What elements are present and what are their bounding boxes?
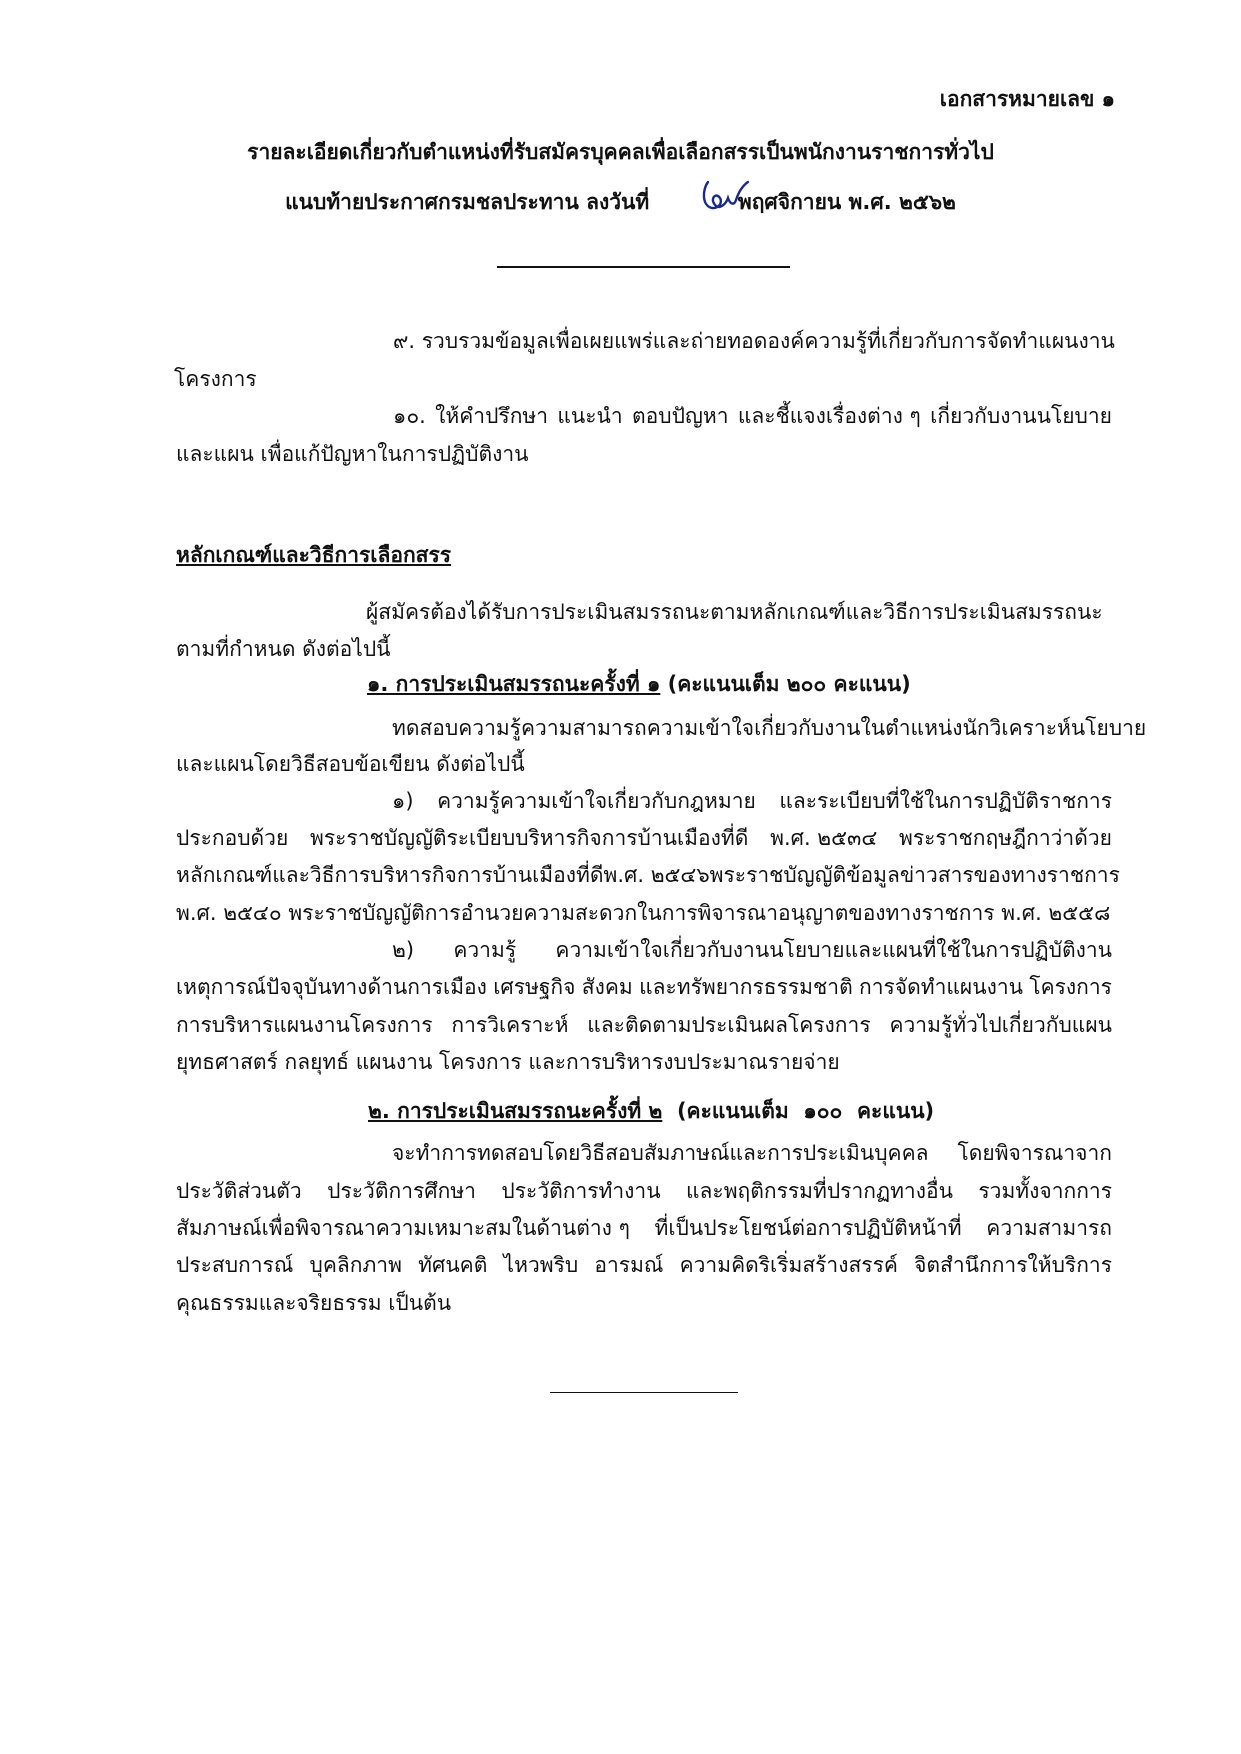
round2-heading-title: ๒. การประเมินสมรรถนะครั้งที่ ๒ [368,1099,663,1123]
duty-item-10-line2: และแผน เพื่อแก้ปัญหาในการปฏิบัติงาน [176,442,529,466]
subtitle-prefix: แนบท้ายประกาศกรมชลประทาน ลงวันที่ [285,190,650,214]
round1-sub2-line3: การบริหารแผนงานโครงการ การวิเคราะห์ และติดตามประเมินผลโครงการ ความรู้ทั่วไปเกี่ยวกับแผน [176,1013,1112,1037]
end-divider [550,1392,738,1393]
duty-item-9-line2: โครงการ [174,367,257,391]
round2-line5: คุณธรรมและจริยธรรม เป็นต้น [176,1291,452,1315]
round1-desc-line1: ทดสอบความรู้ ความสามารถ ความเข้าใจเกี่ยวกับงานในตำแหน่งนักวิเคราะห์นโยบาย [392,716,1147,740]
round2-line4: ประสบการณ์ บุคลิกภาพ ทัศนคติ ไหวพริบ อารมณ์ ความคิดริเริ่มสร้างสรรค์ จิตสำนึกการให้บริการ [176,1253,1112,1277]
round2-line3: สัมภาษณ์เพื่อพิจารณาความเหมาะสมในด้านต่าง ๆ ที่เป็นประโยชน์ต่อการปฏิบัติหน้าที่ ความสามารถ [176,1216,1112,1240]
document-number: เอกสารหมายเลข ๑ [939,87,1115,111]
criteria-intro-line2: ตามที่กำหนด ดังต่อไปนี้ [176,637,391,661]
duty-item-9-line1: ๙. รวบรวมข้อมูล เพื่อเผยแพร่และถ่ายทอดองค์ความรู้ที่เกี่ยวกับการจัดทำแผนงาน [393,329,1115,353]
round1-sub1-line3: หลักเกณฑ์และวิธีการบริหารกิจการบ้านเมืองที่ดี พ.ศ. ๒๕๔๖ พระราชบัญญัติข้อมูลข่าวสารของทางราชการ [176,863,1120,887]
round1-heading-title: ๑. การประเมินสมรรถนะครั้งที่ ๑ [367,672,661,696]
handwritten-day: ๒๘ [678,191,709,215]
round2-heading-score: (คะแนนเต็ม ๑๐๐ คะแนน) [662,1099,935,1123]
document-subtitle [0,187,1241,218]
title-divider [497,266,790,268]
round1-sub2-line2: เหตุการณ์ปัจจุบันทางด้านการเมือง เศรษฐกิจ สังคม และทรัพยากรธรรมชาติ การจัดทำแผนงาน โครงการ [176,975,1112,999]
criteria-intro-line1: ผู้สมัครต้องได้รับการประเมินสมรรถนะตามหลักเกณฑ์และวิธีการประเมินสมรรถนะ [366,600,1103,624]
subtitle-suffix: พฤศจิกายน พ.ศ. ๒๕๖๒ [737,190,956,214]
round1-sub1-line4: พ.ศ. ๒๕๔๐ พระราชบัญญัติการอำนวยความสะดวกในการพิจารณาอนุญาตของทางราชการ พ.ศ. ๒๕๕๘ [176,901,1111,925]
round1-sub1-line2: ประกอบด้วย พระราชบัญญัติระเบียบบริหารกิจการบ้านเมืองที่ดี พ.ศ. ๒๕๓๔ พระราชกฤษฎีกาว่าด้วย [176,826,1112,850]
handwritten-day-signature [700,176,752,216]
round2-line1: จะทำการทดสอบโดยวิธีสอบสัมภาษณ์และการประเมินบุคคล โดยพิจารณาจาก [392,1141,1112,1165]
round2-heading [368,1096,934,1126]
round1-heading [367,669,911,699]
round1-desc-line2: และแผนโดยวิธีสอบข้อเขียน ดังต่อไปนี้ [176,752,525,776]
duty-item-10-line1: ๑๐. ให้คำปรึกษา แนะนำ ตอบปัญหา และชี้แจงเรื่องต่าง ๆ เกี่ยวกับงานนโยบาย [393,404,1112,428]
round1-sub2-line1: ๒) ความรู้ ความเข้าใจเกี่ยวกับงานนโยบายและแผนที่ใช้ในการปฏิบัติงาน [392,938,1112,962]
round1-heading-score: (คะแนนเต็ม ๒๐๐ คะแนน) [660,672,911,696]
round1-sub1-line1: ๑) ความรู้ความเข้าใจเกี่ยวกับกฎหมาย และระเบียบที่ใช้ในการปฏิบัติราชการ [392,789,1112,813]
criteria-heading: หลักเกณฑ์และวิธีการเลือกสรร [176,543,452,567]
round1-sub2-line4: ยุทธศาสตร์ กลยุทธ์ แผนงาน โครงการ และการบริหารงบประมาณรายจ่าย [176,1050,840,1074]
round2-line2: ประวัติส่วนตัว ประวัติการศึกษา ประวัติการทำงาน และพฤติกรรมที่ปรากฏทางอื่น รวมทั้งจากการ [176,1179,1112,1203]
document-title: รายละเอียดเกี่ยวกับตำแหน่งที่รับสมัครบุคคลเพื่อเลือกสรรเป็นพนักงานราชการทั่วไป [247,140,994,164]
